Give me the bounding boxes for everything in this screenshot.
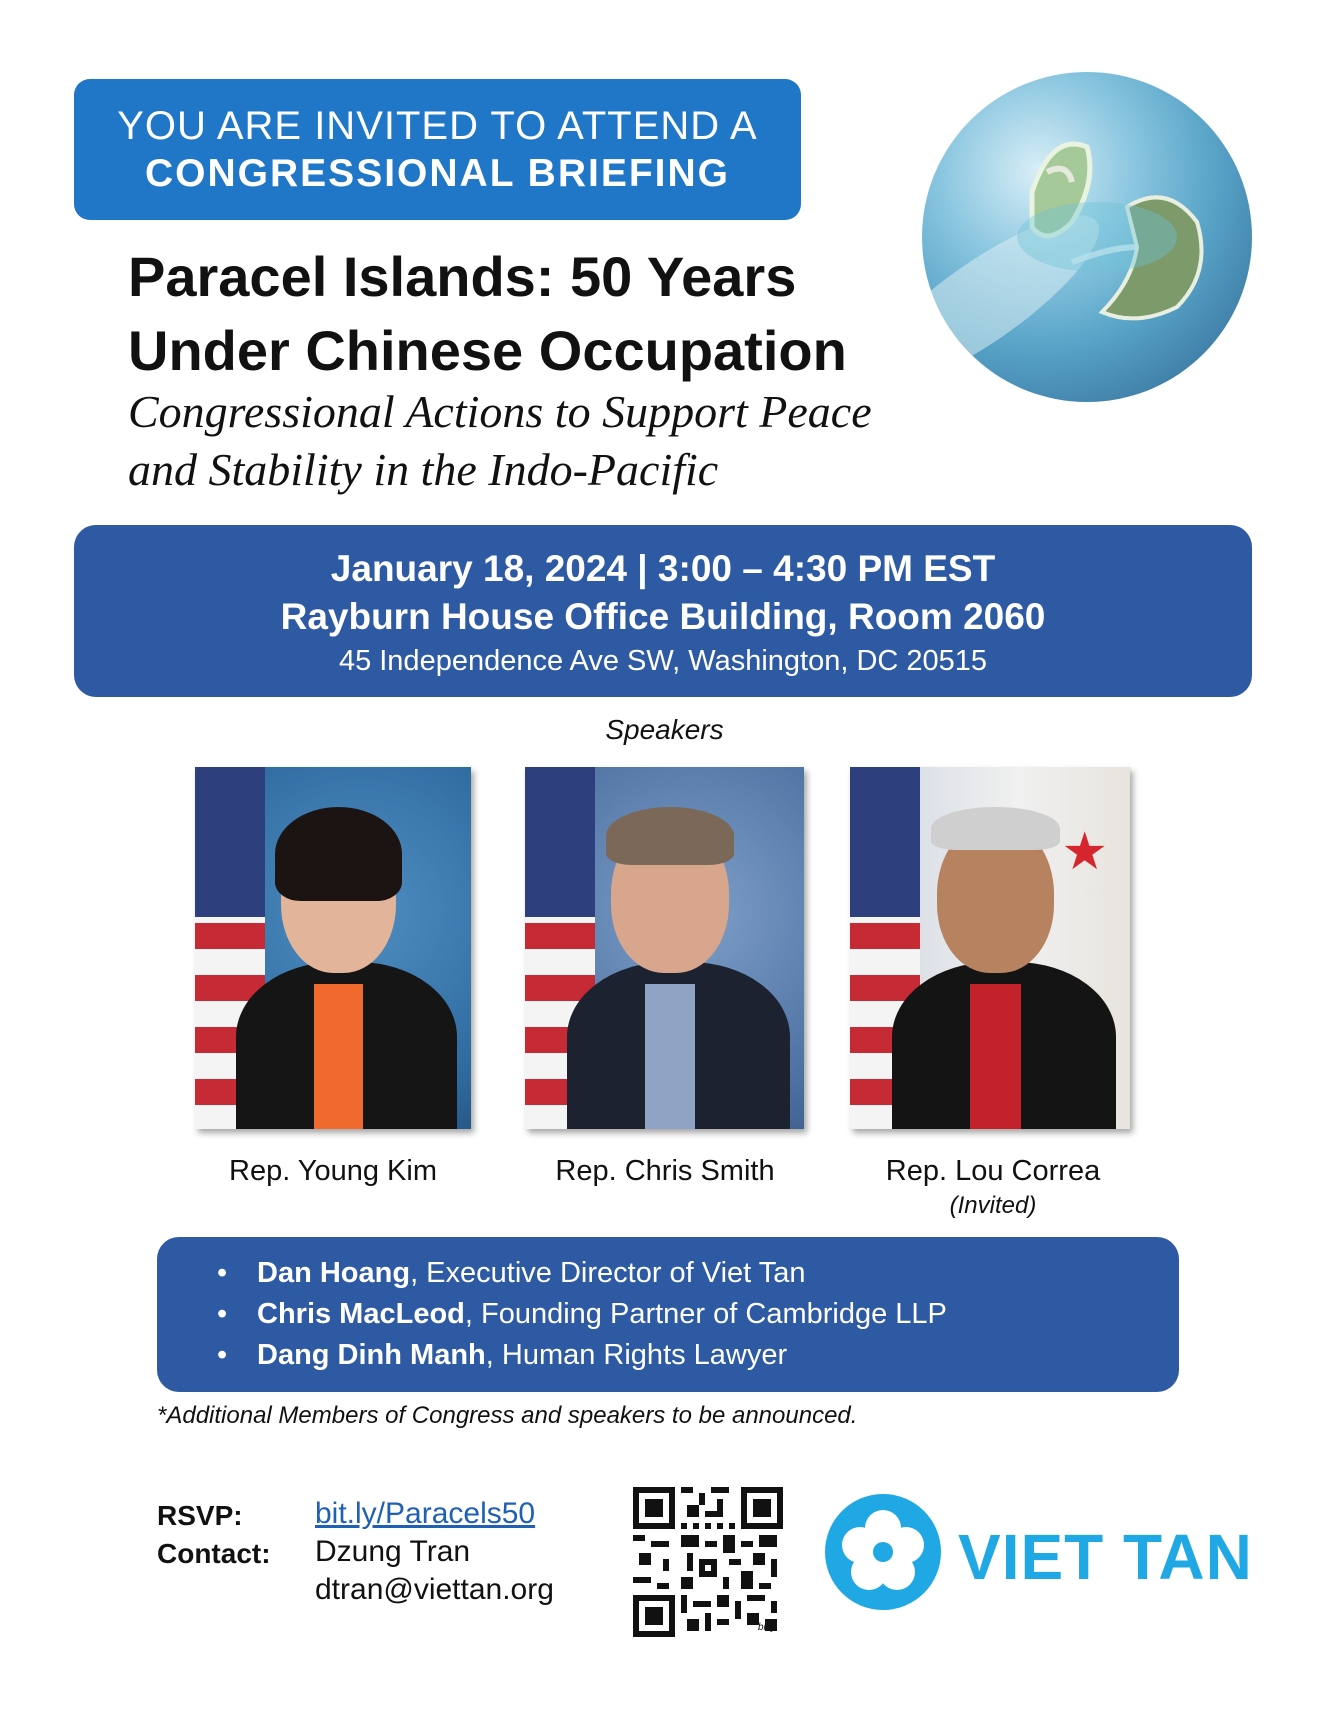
invite-line-1: YOU ARE INVITED TO ATTEND A [117, 104, 758, 148]
contact-label: Contact: [157, 1538, 271, 1569]
event-details-box [74, 525, 1252, 697]
title-line-1: Paracel Islands: 50 Years [128, 245, 797, 308]
title-line-2: Under Chinese Occupation [128, 319, 847, 382]
speaker-name-1: Rep. Young Kim [229, 1155, 437, 1187]
speaker-name-3: Rep. Lou Correa [885, 1155, 1101, 1187]
panelists-list [157, 1253, 947, 1376]
event-title [128, 240, 847, 388]
panelist-name: Dang Dinh Manh [257, 1339, 486, 1371]
rsvp-link[interactable]: bit.ly/Paracels50 [315, 1497, 536, 1530]
event-venue: Rayburn House Office Building, Room 2060 [280, 596, 1046, 637]
speakers-heading: Speakers [605, 714, 724, 745]
panelist-name: Chris MacLeod [257, 1298, 465, 1330]
speaker-photo-young-kim [195, 767, 471, 1129]
panelist-role: , Founding Partner of Cambridge LLP [464, 1298, 947, 1330]
invite-line-2: CONGRESSIONAL BRIEFING [145, 152, 730, 195]
panelist-item [257, 1335, 947, 1376]
rsvp-label: RSVP: [157, 1500, 243, 1531]
panelist-name: Dan Hoang [257, 1257, 411, 1289]
panelist-item [257, 1253, 947, 1294]
panelist-role: , Human Rights Lawyer [485, 1339, 788, 1371]
speaker-note-3: (Invited) [949, 1192, 1037, 1219]
panelist-item [257, 1294, 947, 1335]
footnote: *Additional Members of Congress and speakers to be announced. [157, 1402, 858, 1429]
qr-caption: bitly [758, 1622, 776, 1633]
invite-banner [74, 79, 801, 220]
qr-code[interactable] [633, 1487, 783, 1637]
panelists-box [157, 1237, 1179, 1392]
viet-tan-logo-icon [823, 1492, 943, 1612]
panelist-role: , Executive Director of Viet Tan [410, 1257, 806, 1289]
contact-name: Dzung Tran [315, 1535, 471, 1568]
contact-email[interactable]: dtran@viettan.org [315, 1573, 554, 1606]
viet-tan-logo-text: VIET TAN [958, 1521, 1253, 1593]
speaker-photo-lou-correa: ★ [850, 767, 1130, 1129]
island-aerial-photo [922, 72, 1252, 402]
speaker-photo-chris-smith [525, 767, 804, 1129]
subtitle-line-2: and Stability in the Indo-Pacific [128, 444, 719, 495]
event-address: 45 Independence Ave SW, Washington, DC 20515 [338, 645, 988, 677]
event-datetime: January 18, 2024 | 3:00 – 4:30 PM EST [330, 548, 996, 589]
event-subtitle [128, 383, 872, 499]
subtitle-line-1: Congressional Actions to Support Peace [128, 386, 872, 437]
speaker-name-2: Rep. Chris Smith [555, 1155, 775, 1187]
